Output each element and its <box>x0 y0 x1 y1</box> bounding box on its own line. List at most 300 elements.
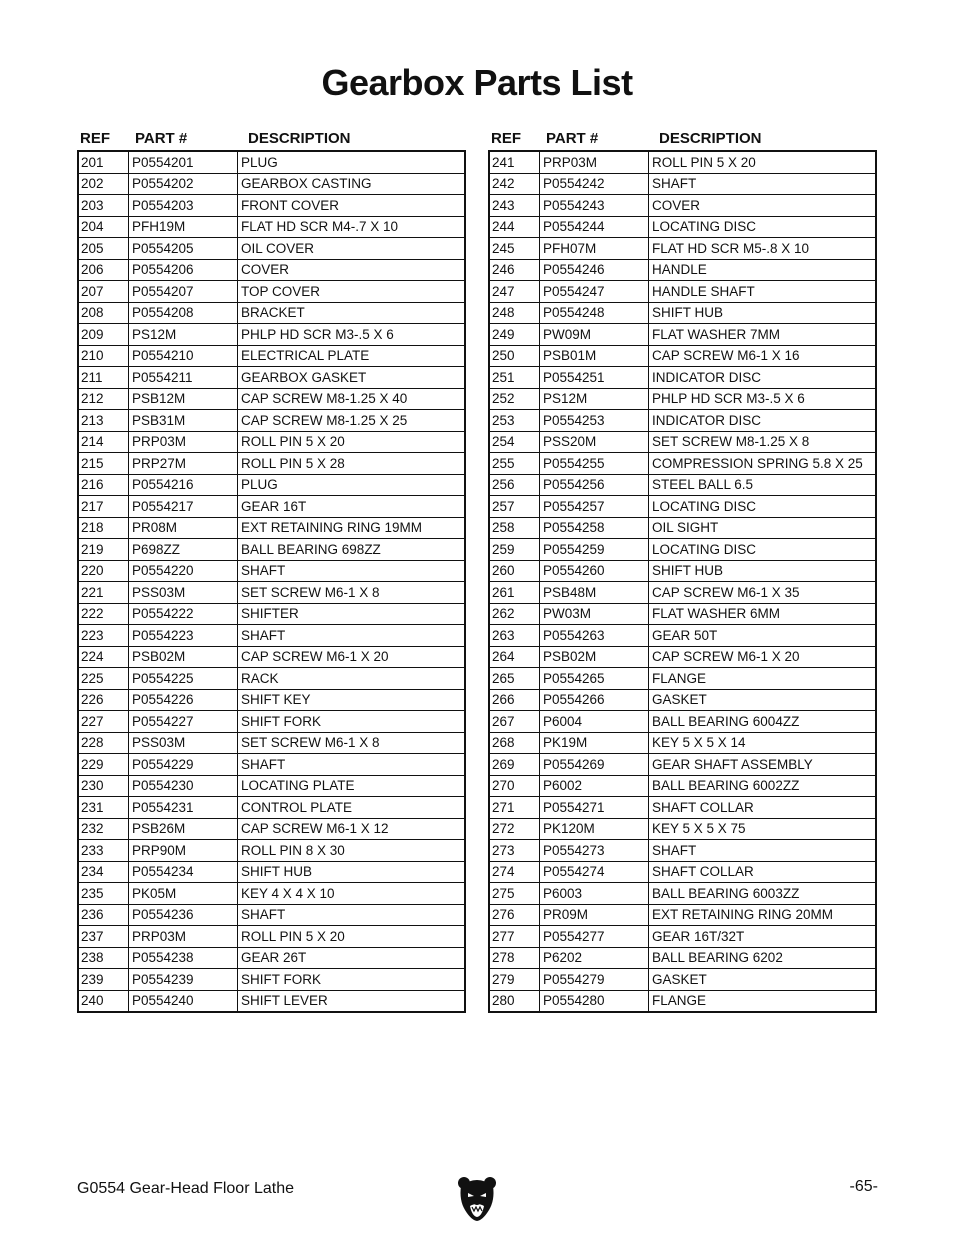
table-row <box>490 453 875 475</box>
description-cell: BALL BEARING 6003ZZ <box>652 885 800 901</box>
part-number-cell: P0554206 <box>129 260 238 281</box>
ref-cell: 214 <box>79 432 129 453</box>
part-number-cell: PRP90M <box>129 840 238 861</box>
description-cell: SHIFT FORK <box>241 971 322 987</box>
description-cell: KEY 4 X 4 X 10 <box>241 885 335 901</box>
part-number-cell: PW09M <box>540 324 649 345</box>
ref-cell: 229 <box>79 754 129 775</box>
description-cell: INDICATOR DISC <box>652 369 762 385</box>
ref-cell: 277 <box>490 926 540 947</box>
table-row <box>79 367 464 389</box>
table-row <box>490 324 875 346</box>
part-number-cell: PRP27M <box>129 453 238 474</box>
description-cell: FLAT WASHER 7MM <box>652 326 781 342</box>
description-cell: GEAR 16T/32T <box>652 928 745 944</box>
table-row <box>490 733 875 755</box>
table-row <box>79 475 464 497</box>
table-row <box>490 303 875 325</box>
table-row <box>490 926 875 948</box>
part-number-cell: PR08M <box>129 518 238 539</box>
description-cell: CAP SCREW M6-1 X 16 <box>652 348 800 364</box>
ref-cell: 269 <box>490 754 540 775</box>
ref-cell: 275 <box>490 883 540 904</box>
description-cell: ROLL PIN 8 X 30 <box>241 842 345 858</box>
part-number-cell: PFH19M <box>129 217 238 238</box>
part-number-cell: P0554240 <box>129 991 238 1012</box>
ref-cell: 221 <box>79 582 129 603</box>
description-cell: KEY 5 X 5 X 75 <box>652 821 746 837</box>
part-number-cell: P0554234 <box>129 862 238 883</box>
description-cell: STEEL BALL 6.5 <box>652 477 754 493</box>
description-cell: BRACKET <box>241 305 305 321</box>
part-number-cell: P0554210 <box>129 346 238 367</box>
description-cell: SHAFT <box>241 627 286 643</box>
header-part: PART # <box>546 129 599 147</box>
ref-cell: 230 <box>79 776 129 797</box>
description-cell: PHLP HD SCR M3-.5 X 6 <box>652 391 805 407</box>
ref-cell: 233 <box>79 840 129 861</box>
description-cell: BALL BEARING 6202 <box>652 950 783 966</box>
ref-cell: 217 <box>79 496 129 517</box>
part-number-cell: P0554258 <box>540 518 649 539</box>
description-cell: ELECTRICAL PLATE <box>241 348 370 364</box>
description-cell: BALL BEARING 698ZZ <box>241 541 381 557</box>
table-row <box>79 346 464 368</box>
table-row <box>490 281 875 303</box>
description-cell: FRONT COVER <box>241 197 340 213</box>
ref-cell: 215 <box>79 453 129 474</box>
part-number-cell: P6002 <box>540 776 649 797</box>
table-row <box>490 496 875 518</box>
table-row <box>490 367 875 389</box>
ref-cell: 273 <box>490 840 540 861</box>
ref-cell: 262 <box>490 604 540 625</box>
ref-cell: 220 <box>79 561 129 582</box>
part-number-cell: P0554208 <box>129 303 238 324</box>
table-row <box>79 324 464 346</box>
ref-cell: 270 <box>490 776 540 797</box>
part-number-cell: PS12M <box>540 389 649 410</box>
part-number-cell: P0554280 <box>540 991 649 1012</box>
table-row <box>79 991 464 1012</box>
table-row <box>490 991 875 1012</box>
description-cell: INDICATOR DISC <box>652 412 762 428</box>
ref-cell: 206 <box>79 260 129 281</box>
part-number-cell: PK120M <box>540 819 649 840</box>
description-cell: FLAT HD SCR M4-.7 X 10 <box>241 219 399 235</box>
table-row <box>490 883 875 905</box>
table-row <box>490 410 875 432</box>
part-number-cell: P0554271 <box>540 797 649 818</box>
table-row <box>79 711 464 733</box>
part-number-cell: P0554265 <box>540 668 649 689</box>
description-cell: ROLL PIN 5 X 20 <box>652 154 756 170</box>
part-number-cell: PRP03M <box>540 152 649 173</box>
table-row <box>79 432 464 454</box>
table-row <box>490 582 875 604</box>
description-cell: SHIFT HUB <box>241 864 313 880</box>
part-number-cell: P0554242 <box>540 174 649 195</box>
description-cell: LOCATING DISC <box>652 498 757 514</box>
part-number-cell: P0554255 <box>540 453 649 474</box>
table-row <box>490 840 875 862</box>
part-number-cell: P0554230 <box>129 776 238 797</box>
table-row <box>79 453 464 475</box>
table-row <box>490 238 875 260</box>
ref-cell: 246 <box>490 260 540 281</box>
description-cell: BALL BEARING 6002ZZ <box>652 778 800 794</box>
table-row <box>490 217 875 239</box>
description-cell: FLANGE <box>652 993 707 1009</box>
table-row <box>79 776 464 798</box>
part-number-cell: P0554256 <box>540 475 649 496</box>
table-row <box>79 281 464 303</box>
table-row <box>490 754 875 776</box>
table-row <box>79 690 464 712</box>
description-cell: KEY 5 X 5 X 14 <box>652 735 746 751</box>
table-row <box>490 389 875 411</box>
description-cell: GEAR 16T <box>241 498 307 514</box>
ref-cell: 237 <box>79 926 129 947</box>
part-number-cell: PRP03M <box>129 926 238 947</box>
header-description: DESCRIPTION <box>248 129 351 147</box>
description-cell: CAP SCREW M8-1.25 X 25 <box>241 412 408 428</box>
table-row <box>79 668 464 690</box>
part-number-cell: P0554266 <box>540 690 649 711</box>
ref-cell: 223 <box>79 625 129 646</box>
ref-cell: 207 <box>79 281 129 302</box>
description-cell: HANDLE SHAFT <box>652 283 755 299</box>
table-row <box>79 410 464 432</box>
part-number-cell: PSB26M <box>129 819 238 840</box>
part-number-cell: P0554246 <box>540 260 649 281</box>
table-row <box>490 948 875 970</box>
description-cell: GASKET <box>652 692 707 708</box>
table-row <box>79 518 464 540</box>
part-number-cell: P6202 <box>540 948 649 969</box>
ref-cell: 210 <box>79 346 129 367</box>
description-cell: SET SCREW M8-1.25 X 8 <box>652 434 810 450</box>
part-number-cell: P0554202 <box>129 174 238 195</box>
table-row <box>79 260 464 282</box>
description-cell: PLUG <box>241 154 278 170</box>
description-cell: COVER <box>652 197 701 213</box>
ref-cell: 226 <box>79 690 129 711</box>
ref-cell: 202 <box>79 174 129 195</box>
ref-cell: 228 <box>79 733 129 754</box>
ref-cell: 248 <box>490 303 540 324</box>
ref-cell: 260 <box>490 561 540 582</box>
description-cell: SHAFT COLLAR <box>652 864 754 880</box>
ref-cell: 264 <box>490 647 540 668</box>
table-row <box>490 690 875 712</box>
header-ref: REF <box>491 129 521 147</box>
description-cell: COVER <box>241 262 290 278</box>
table-row <box>79 604 464 626</box>
description-cell: SHIFT HUB <box>652 563 724 579</box>
part-number-cell: P0554231 <box>129 797 238 818</box>
description-cell: CAP SCREW M8-1.25 X 40 <box>241 391 408 407</box>
ref-cell: 211 <box>79 367 129 388</box>
ref-cell: 278 <box>490 948 540 969</box>
description-cell: GEAR SHAFT ASSEMBLY <box>652 756 813 772</box>
ref-cell: 208 <box>79 303 129 324</box>
table-row <box>490 905 875 927</box>
parts-table-left <box>77 126 466 1013</box>
description-cell: OIL COVER <box>241 240 315 256</box>
table-row <box>79 303 464 325</box>
ref-cell: 258 <box>490 518 540 539</box>
table-header <box>488 126 877 150</box>
page-number: -65- <box>849 1178 878 1195</box>
description-cell: TOP COVER <box>241 283 321 299</box>
description-cell: EXT RETAINING RING 20MM <box>652 907 834 923</box>
ref-cell: 239 <box>79 969 129 990</box>
part-number-cell: PRP03M <box>129 432 238 453</box>
part-number-cell: P0554227 <box>129 711 238 732</box>
ref-cell: 252 <box>490 389 540 410</box>
ref-cell: 235 <box>79 883 129 904</box>
ref-cell: 254 <box>490 432 540 453</box>
description-cell: SHAFT <box>241 563 286 579</box>
bear-head-logo-icon <box>457 1176 497 1222</box>
description-cell: FLAT HD SCR M5-.8 X 10 <box>652 240 810 256</box>
ref-cell: 236 <box>79 905 129 926</box>
table-row <box>79 840 464 862</box>
description-cell: SHIFT LEVER <box>241 993 328 1009</box>
table-row <box>79 905 464 927</box>
ref-cell: 251 <box>490 367 540 388</box>
ref-cell: 271 <box>490 797 540 818</box>
table-row <box>79 561 464 583</box>
part-number-cell: P0554263 <box>540 625 649 646</box>
table-row <box>490 625 875 647</box>
ref-cell: 242 <box>490 174 540 195</box>
table-row <box>79 625 464 647</box>
part-number-cell: P0554260 <box>540 561 649 582</box>
table-row <box>490 346 875 368</box>
part-number-cell: P0554222 <box>129 604 238 625</box>
description-cell: SHAFT <box>241 907 286 923</box>
description-cell: ROLL PIN 5 X 20 <box>241 928 345 944</box>
description-cell: CONTROL PLATE <box>241 799 353 815</box>
page-title: Gearbox Parts List <box>321 62 633 103</box>
part-number-cell: P0554247 <box>540 281 649 302</box>
ref-cell: 209 <box>79 324 129 345</box>
part-number-cell: P0554257 <box>540 496 649 517</box>
ref-cell: 240 <box>79 991 129 1012</box>
ref-cell: 245 <box>490 238 540 259</box>
description-cell: EXT RETAINING RING 19MM <box>241 520 423 536</box>
table-row <box>490 518 875 540</box>
table-row <box>79 389 464 411</box>
table-row <box>79 733 464 755</box>
description-cell: SET SCREW M6-1 X 8 <box>241 735 380 751</box>
ref-cell: 256 <box>490 475 540 496</box>
part-number-cell: P0554203 <box>129 195 238 216</box>
description-cell: GEARBOX GASKET <box>241 369 367 385</box>
part-number-cell: P0554223 <box>129 625 238 646</box>
ref-cell: 279 <box>490 969 540 990</box>
table-row <box>79 152 464 174</box>
ref-cell: 222 <box>79 604 129 625</box>
part-number-cell: PK19M <box>540 733 649 754</box>
ref-cell: 234 <box>79 862 129 883</box>
ref-cell: 268 <box>490 733 540 754</box>
table-row <box>490 797 875 819</box>
table-row <box>79 647 464 669</box>
header-description: DESCRIPTION <box>659 129 762 147</box>
part-number-cell: PSS03M <box>129 733 238 754</box>
part-number-cell: P0554269 <box>540 754 649 775</box>
part-number-cell: P0554220 <box>129 561 238 582</box>
part-number-cell: P0554207 <box>129 281 238 302</box>
part-number-cell: P0554277 <box>540 926 649 947</box>
table-row <box>79 819 464 841</box>
description-cell: LOCATING DISC <box>652 541 757 557</box>
part-number-cell: P0554216 <box>129 475 238 496</box>
part-number-cell: P0554225 <box>129 668 238 689</box>
table-row <box>490 776 875 798</box>
ref-cell: 244 <box>490 217 540 238</box>
part-number-cell: P0554229 <box>129 754 238 775</box>
part-number-cell: PSB02M <box>129 647 238 668</box>
table-row <box>79 926 464 948</box>
ref-cell: 203 <box>79 195 129 216</box>
ref-cell: 227 <box>79 711 129 732</box>
table-row <box>79 195 464 217</box>
ref-cell: 238 <box>79 948 129 969</box>
table-row <box>79 948 464 970</box>
table-row <box>79 883 464 905</box>
table-row <box>79 238 464 260</box>
ref-cell: 204 <box>79 217 129 238</box>
ref-cell: 274 <box>490 862 540 883</box>
description-cell: SHAFT <box>241 756 286 772</box>
part-number-cell: P0554226 <box>129 690 238 711</box>
footer-product-name: G0554 Gear-Head Floor Lathe <box>77 1180 295 1197</box>
part-number-cell: PSB12M <box>129 389 238 410</box>
table-row <box>490 668 875 690</box>
ref-cell: 272 <box>490 819 540 840</box>
table-row <box>490 539 875 561</box>
table-row <box>79 539 464 561</box>
ref-cell: 280 <box>490 991 540 1012</box>
part-number-cell: P0554244 <box>540 217 649 238</box>
ref-cell: 247 <box>490 281 540 302</box>
table-row <box>79 754 464 776</box>
part-number-cell: P0554211 <box>129 367 238 388</box>
description-cell: BALL BEARING 6004ZZ <box>652 713 800 729</box>
ref-cell: 232 <box>79 819 129 840</box>
part-number-cell: PFH07M <box>540 238 649 259</box>
ref-cell: 261 <box>490 582 540 603</box>
ref-cell: 225 <box>79 668 129 689</box>
part-number-cell: PSB48M <box>540 582 649 603</box>
table-row <box>490 195 875 217</box>
part-number-cell: P6004 <box>540 711 649 732</box>
part-number-cell: P0554201 <box>129 152 238 173</box>
ref-cell: 276 <box>490 905 540 926</box>
description-cell: CAP SCREW M6-1 X 20 <box>652 649 800 665</box>
ref-cell: 241 <box>490 152 540 173</box>
description-cell: FLANGE <box>652 670 707 686</box>
ref-cell: 249 <box>490 324 540 345</box>
description-cell: CAP SCREW M6-1 X 35 <box>652 584 800 600</box>
ref-cell: 231 <box>79 797 129 818</box>
ref-cell: 250 <box>490 346 540 367</box>
table-row <box>79 217 464 239</box>
description-cell: COMPRESSION SPRING 5.8 X 25 <box>652 455 863 471</box>
part-number-cell: PSB31M <box>129 410 238 431</box>
ref-cell: 218 <box>79 518 129 539</box>
table-row <box>490 174 875 196</box>
header-part: PART # <box>135 129 188 147</box>
parts-grid-right <box>488 150 877 1013</box>
description-cell: GASKET <box>652 971 707 987</box>
table-row <box>490 152 875 174</box>
table-row <box>490 969 875 991</box>
table-row <box>79 862 464 884</box>
description-cell: ROLL PIN 5 X 20 <box>241 434 345 450</box>
ref-cell: 216 <box>79 475 129 496</box>
description-cell: CAP SCREW M6-1 X 20 <box>241 649 389 665</box>
description-cell: SHAFT <box>652 176 697 192</box>
part-number-cell: P0554217 <box>129 496 238 517</box>
part-number-cell: P698ZZ <box>129 539 238 560</box>
description-cell: LOCATING DISC <box>652 219 757 235</box>
description-cell: FLAT WASHER 6MM <box>652 606 781 622</box>
parts-table-right <box>488 126 877 1013</box>
part-number-cell: P0554251 <box>540 367 649 388</box>
table-row <box>79 174 464 196</box>
part-number-cell: P0554259 <box>540 539 649 560</box>
ref-cell: 265 <box>490 668 540 689</box>
description-cell: SHAFT <box>652 842 697 858</box>
ref-cell: 253 <box>490 410 540 431</box>
description-cell: GEAR 26T <box>241 950 307 966</box>
table-row <box>490 711 875 733</box>
description-cell: SHIFTER <box>241 606 299 622</box>
table-row <box>490 475 875 497</box>
table-row <box>490 260 875 282</box>
part-number-cell: P0554205 <box>129 238 238 259</box>
part-number-cell: PSB01M <box>540 346 649 367</box>
table-row <box>79 496 464 518</box>
part-number-cell: PSS03M <box>129 582 238 603</box>
table-header <box>77 126 466 150</box>
description-cell: PHLP HD SCR M3-.5 X 6 <box>241 326 394 342</box>
ref-cell: 257 <box>490 496 540 517</box>
part-number-cell: P6003 <box>540 883 649 904</box>
description-cell: GEAR 50T <box>652 627 718 643</box>
ref-cell: 259 <box>490 539 540 560</box>
table-row <box>490 862 875 884</box>
ref-cell: 212 <box>79 389 129 410</box>
table-row <box>79 582 464 604</box>
parts-grid-left <box>77 150 466 1013</box>
part-number-cell: P0554273 <box>540 840 649 861</box>
part-number-cell: PS12M <box>129 324 238 345</box>
part-number-cell: P0554274 <box>540 862 649 883</box>
description-cell: RACK <box>241 670 279 686</box>
description-cell: PLUG <box>241 477 278 493</box>
header-ref: REF <box>80 129 110 147</box>
table-row <box>79 969 464 991</box>
part-number-cell: PK05M <box>129 883 238 904</box>
part-number-cell: PSB02M <box>540 647 649 668</box>
part-number-cell: PW03M <box>540 604 649 625</box>
